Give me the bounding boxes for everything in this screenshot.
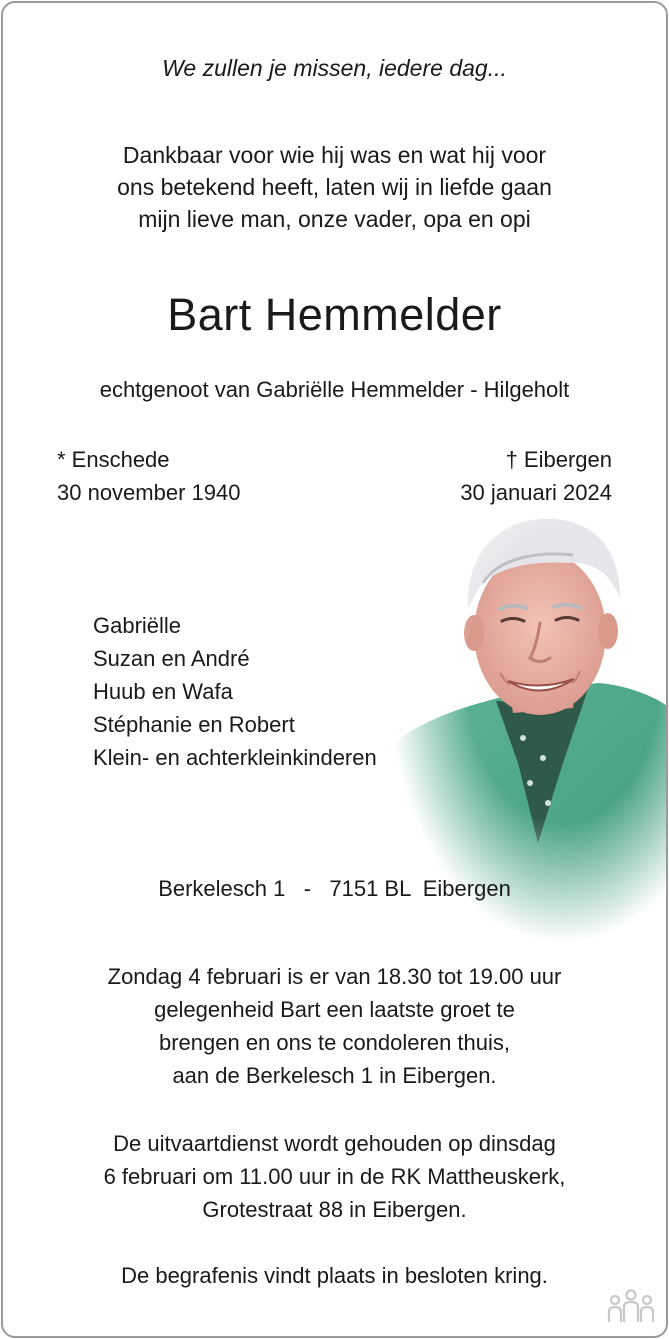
death-place: † Eibergen [505,447,612,472]
condolence-line: aan de Berkelesch 1 in Eibergen. [172,1063,497,1088]
intro-line: Dankbaar voor wie hij was en wat hij voor [122,142,547,168]
service-line: Grotestraat 88 in Eibergen. [202,1197,467,1222]
death-info [460,443,612,509]
family-member: Gabriëlle [93,613,182,638]
service-text [3,1127,666,1226]
family-member: Klein- en achterkleinkinderen [93,745,377,770]
intro-line: ons betekend heeft, laten wij in liefde gaan [117,174,552,200]
service-line: 6 februari om 11.00 uur in de RK Mattheuskerk, [103,1164,566,1189]
burial-line: De begrafenis vindt plaats in besloten kring. [121,1263,548,1288]
birth-info [57,443,240,509]
motto: We zullen je missen, iedere dag... [162,55,507,81]
death-date: 30 januari 2024 [460,480,612,505]
condolence-line: brengen en ons te condoleren thuis, [158,1030,511,1055]
family-member: Suzan en André [93,646,250,671]
family-member: Stéphanie en Robert [93,712,295,737]
service-line: De uitvaartdienst wordt gehouden op dinsdag [113,1131,556,1156]
condolence-line: gelegenheid Bart een laatste groet te [154,997,515,1022]
family-list [93,609,377,774]
birth-date: 30 november 1940 [57,480,241,505]
spouse-line: echtgenoot van Gabriëlle Hemmelder - Hilgeholt [99,377,570,402]
deceased-name: Bart Hemmelder [167,289,502,340]
people-logo-icon [606,1288,656,1324]
intro-line: mijn lieve man, onze vader, opa en opi [138,206,531,232]
family-member: Huub en Wafa [93,679,233,704]
address-line: Berkelesch 1 - 7151 BL Eibergen [158,876,511,901]
intro-text [3,139,666,235]
birth-place: * Enschede [57,447,170,472]
condolence-text [3,960,666,1092]
condolence-line: Zondag 4 februari is er van 18.30 tot 19.00 uur [107,964,562,989]
notice-frame [1,1,668,1338]
